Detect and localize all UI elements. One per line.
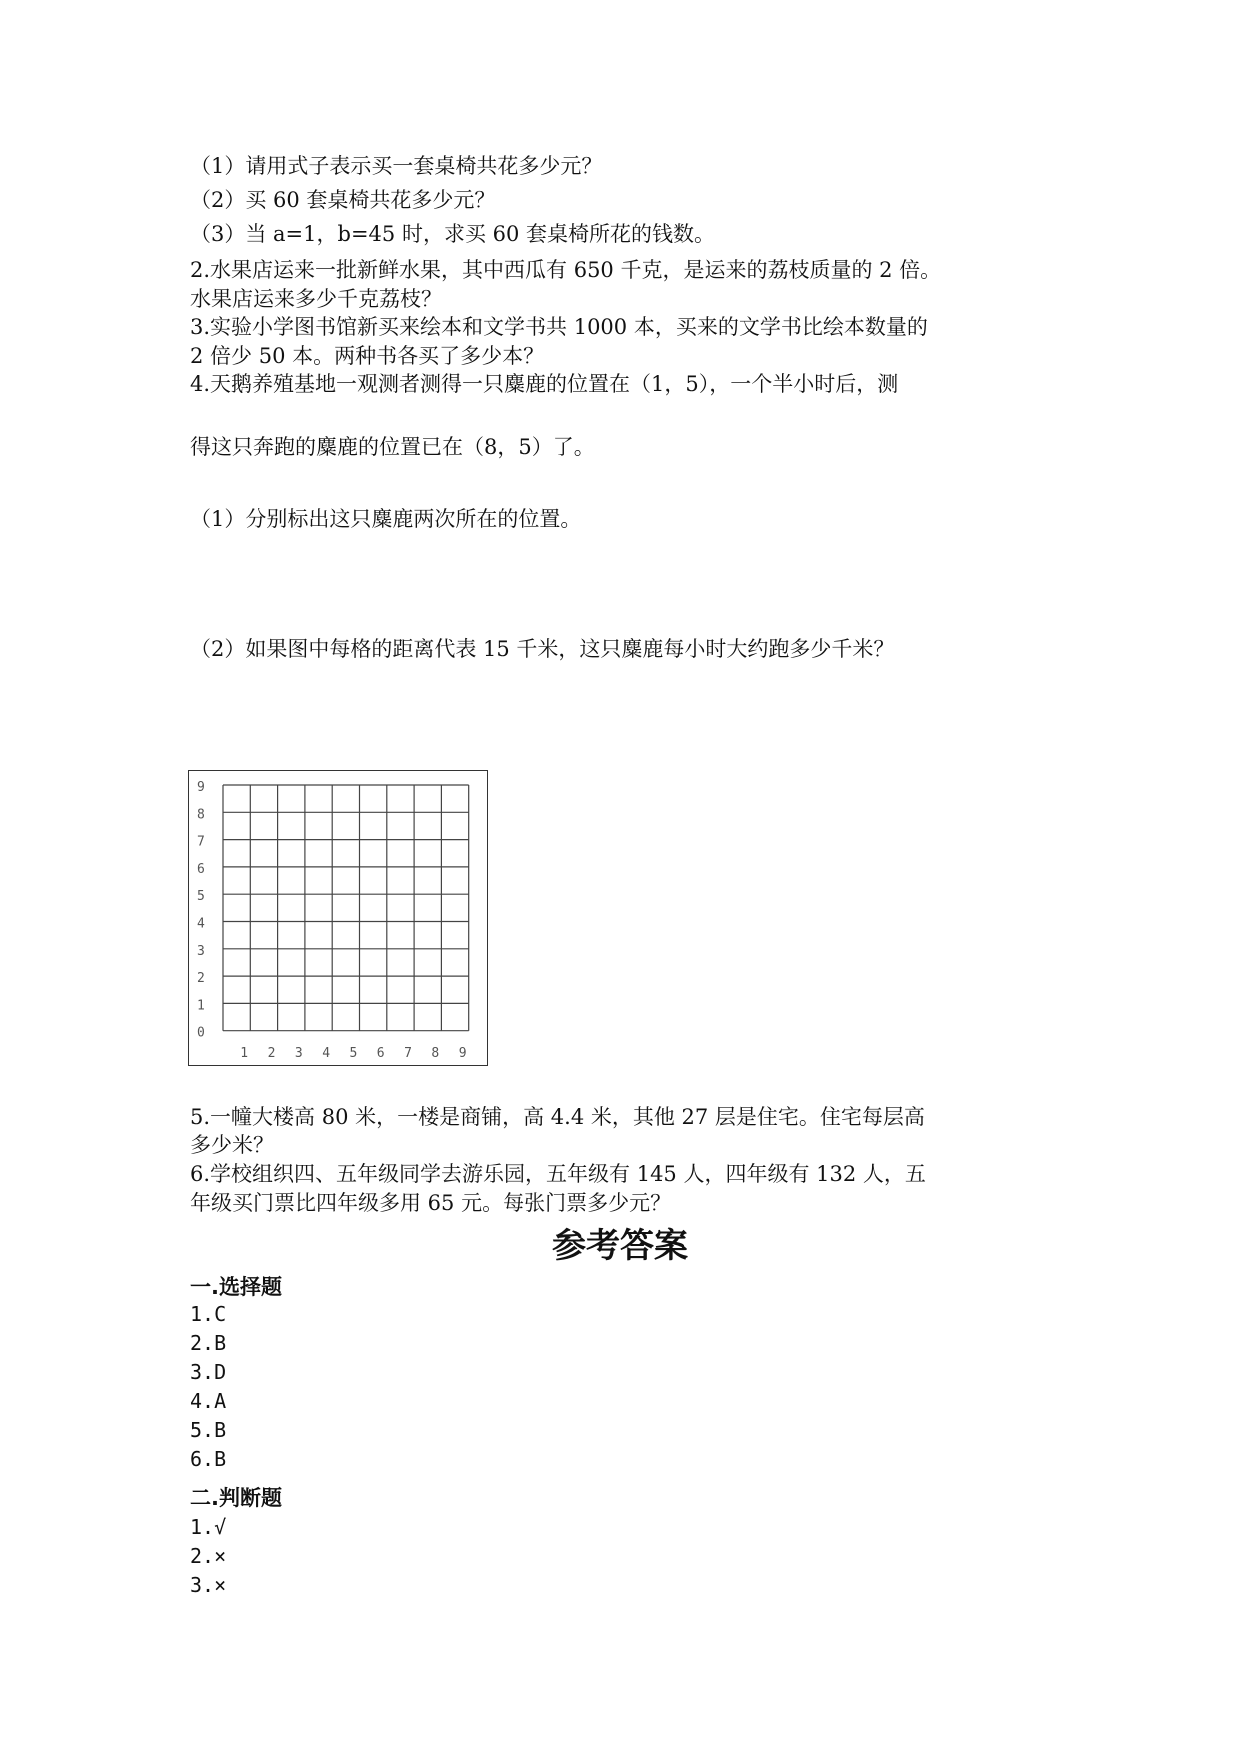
grid-y-label: 6 bbox=[197, 861, 205, 877]
q4-line1: 4.天鹅养殖基地一观测者测得一只麋鹿的位置在（1，5），一个半小时后，测 bbox=[190, 372, 899, 396]
grid-x-label: 3 bbox=[294, 1046, 303, 1061]
answer-key-title: 参考答案 bbox=[552, 1226, 688, 1266]
q3-line1: 3.实验小学图书馆新买来绘本和文学书共 1000 本，买来的文学书比绘本数量的 bbox=[190, 315, 928, 339]
grid-y-label: 3 bbox=[197, 943, 205, 959]
answer-choice-2: 2.B bbox=[190, 1331, 227, 1355]
q6-line2: 年级买门票比四年级多用 65 元。每张门票多少元？ bbox=[190, 1191, 672, 1215]
section-heading-judge: 二.判断题 bbox=[190, 1486, 282, 1510]
answer-judge-3: 3.× bbox=[190, 1573, 227, 1597]
grid-y-label: 1 bbox=[197, 998, 205, 1014]
q5-line2: 多少米？ bbox=[190, 1133, 274, 1157]
answer-choice-5: 5.B bbox=[190, 1418, 227, 1442]
q4-sub2-text: （2）如果图中每格的距离代表 15 千米，这只麋鹿每小时大约跑多少千米？ bbox=[190, 637, 895, 661]
grid-y-label: 5 bbox=[197, 889, 205, 905]
answer-choice-3: 3.D bbox=[190, 1360, 227, 1384]
grid-x-label: 1 bbox=[240, 1046, 249, 1061]
grid-x-label: 7 bbox=[404, 1046, 412, 1061]
answer-choice-6: 6.B bbox=[190, 1447, 227, 1471]
grid-y-label: 7 bbox=[197, 834, 205, 850]
grid-y-label: 0 bbox=[197, 1025, 205, 1041]
grid-x-label: 6 bbox=[376, 1046, 385, 1061]
answer-judge-2: 2.× bbox=[190, 1544, 227, 1568]
q4-sub1-text: （1）分别标出这只麋鹿两次所在的位置。 bbox=[190, 507, 582, 531]
grid-x-label: 8 bbox=[431, 1046, 440, 1061]
coordinate-grid-svg bbox=[189, 771, 489, 1067]
q6-line1: 6.学校组织四、五年级同学去游乐园，五年级有 145 人，四年级有 132 人，五 bbox=[190, 1162, 926, 1186]
grid-x-label: 2 bbox=[267, 1046, 276, 1061]
answer-judge-1: 1.√ bbox=[190, 1515, 227, 1539]
q3-line2: 2 倍少 50 本。两种书各买了多少本？ bbox=[190, 344, 545, 368]
grid-x-label: 9 bbox=[458, 1046, 467, 1061]
q1-sub2-text: （2）买 60 套桌椅共花多少元？ bbox=[190, 188, 496, 212]
grid-x-label: 4 bbox=[322, 1046, 331, 1061]
q2-line2: 水果店运来多少千克荔枝？ bbox=[190, 287, 442, 311]
grid-y-label: 9 bbox=[197, 780, 205, 795]
grid-y-label: 2 bbox=[197, 971, 205, 987]
q2-line1: 2.水果店运来一批新鲜水果，其中西瓜有 650 千克，是运来的荔枝质量的 2 倍。 bbox=[190, 258, 942, 282]
grid-x-label: 5 bbox=[349, 1046, 358, 1061]
answer-choice-1: 1.C bbox=[190, 1302, 227, 1326]
q1-sub3-text: （3）当 a=1，b=45 时，求买 60 套桌椅所花的钱数。 bbox=[190, 222, 716, 246]
grid-y-label: 4 bbox=[197, 916, 205, 932]
q1-sub1-text: （1）请用式子表示买一套桌椅共花多少元？ bbox=[190, 154, 603, 178]
coordinate-grid bbox=[188, 770, 488, 1066]
q4-line2: 得这只奔跑的麋鹿的位置已在（8，5）了。 bbox=[190, 435, 595, 459]
q5-line1: 5.一幢大楼高 80 米，一楼是商铺，高 4.4 米，其他 27 层是住宅。住宅每层高 bbox=[190, 1105, 925, 1129]
answer-choice-4: 4.A bbox=[190, 1389, 227, 1413]
grid-y-label: 8 bbox=[197, 807, 205, 823]
section-heading-choice: 一.选择题 bbox=[190, 1275, 282, 1299]
